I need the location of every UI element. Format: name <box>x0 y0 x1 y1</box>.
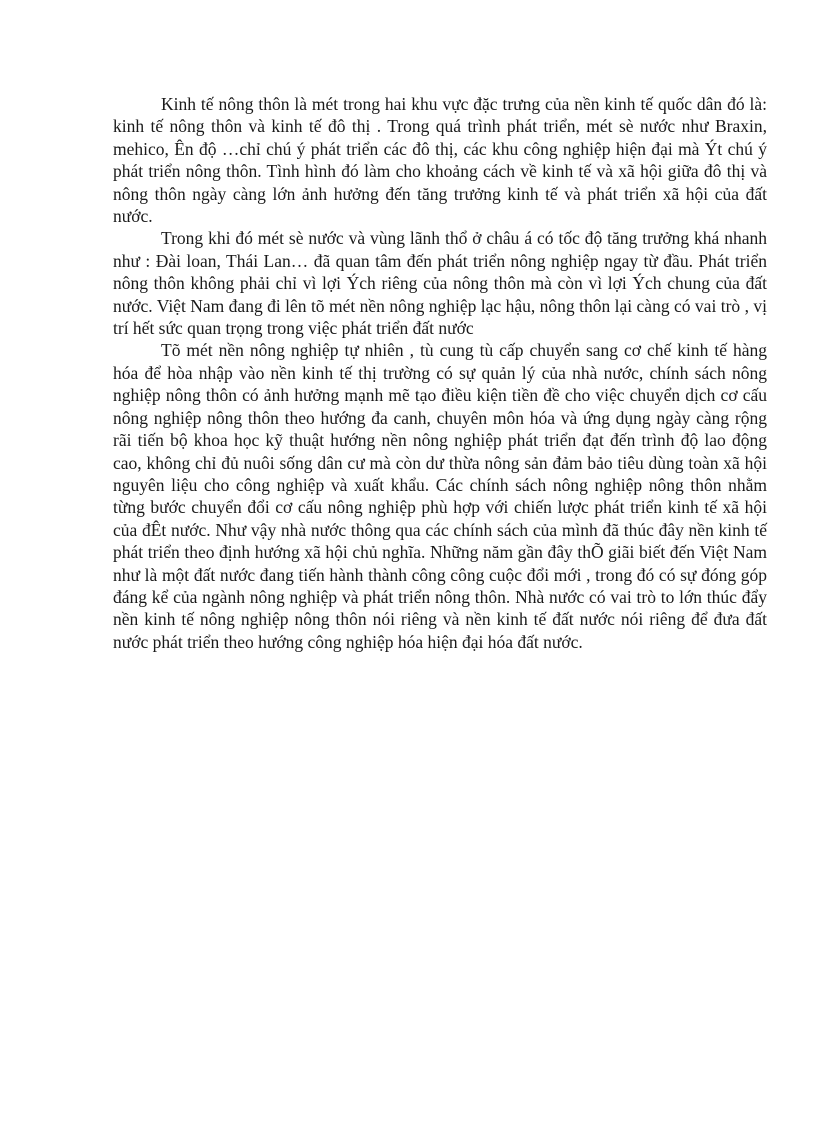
paragraph-3: Tõ mét nền nông nghiệp tự nhiên , tù cung tù cấp chuyển sang cơ chế kinh tế hàng hóa để hòa nhập vào nền kinh tế thị trường có sự quản lý của nhà nước, chính sách nông nghiệp nông thôn có ảnh hưởng mạnh mẽ tạo điều kiện tiền đề cho việc chuyển dịch cơ cấu nông nghiệp nông thôn theo hướng đa canh, chuyên môn hóa và ứng dụng ngày càng rộng rãi tiến bộ khoa học kỹ thuật hướng nền nông nghiệp phát triển đạt đến trình độ lao động cao, không chỉ đủ nuôi sống dân cư mà còn dư thừa nông sản đảm bảo tiêu dùng toàn xã hội nguyên liệu cho công nghiệp và xuất khẩu. Các chính sách nông nghiệp nông thôn nhằm từng bước chuyển đổi cơ cấu nông nghiệp phù hợp với chiến lược phát triển kinh tế xã hội của đÊt nước. Như vậy nhà nước thông qua các chính sách của mình đã thúc đây nền kinh tế phát triển theo định hướng xã hội chủ nghĩa. Những năm gần đây thÕ giãi biết đến Việt Nam như là một đất nước đang tiến hành thành công công cuộc đổi mới , trong đó có sự đóng góp đáng kể của ngành nông nghiệp và phát triển nông thôn. Nhà nước có vai trò to lớn thúc đẩy nền kinh tế nông nghiệp nông thôn nói riêng và nền kinh tế đất nước nói riêng để đưa đất nước phát triển theo hướng công nghiệp hóa hiện đại hóa đất nước. <box>113 340 767 652</box>
document-body <box>113 93 767 653</box>
paragraph-1: Kinh tế nông thôn là mét trong hai khu vực đặc trưng của nền kinh tế quốc dân đó là: kinh tế nông thôn và kinh tế đô thị . Trong quá trình phát triển, mét sè nước như Braxin, mehico, Ên độ …chỉ chú ý phát triển các đô thị, các khu công nghiệp hiện đại mà Ýt chú ý phát triển nông thôn. Tình hình đó làm cho khoảng cách về kinh tế và xã hội giữa đô thị và nông thôn ngày càng lớn ảnh hưởng đến tăng trưởng kinh tế và phát triển xã hội của đất nước. <box>113 94 767 227</box>
paragraph-2: Trong khi đó mét sè nước và vùng lãnh thổ ở châu á có tốc độ tăng trưởng khá nhanh như : Đài loan, Thái Lan… đã quan tâm đến phát triển nông nghiệp ngay từ đầu. Phát triển nông thôn không phải chỉ vì lợi Ých riêng của nông thôn mà còn vì lợi Ých chung của đất nước. Việt Nam đang đi lên tõ mét nền nông nghiệp lạc hậu, nông thôn lại càng có vai trò , vị trí hết sức quan trọng trong việc phát triển đất nước <box>113 228 767 339</box>
